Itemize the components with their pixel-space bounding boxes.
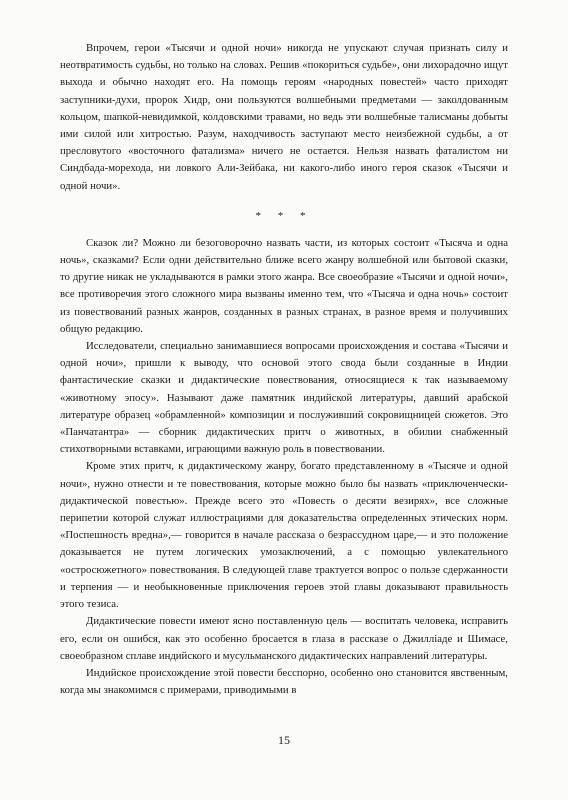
page-number: 15: [278, 733, 290, 747]
paragraph-didactic-tales: Кроме этих притч, к дидактическому жанру, богато представленному в «Тысяче и одной ночи», нужно отнести и те повествования, которые можно было бы назвать «приключенчески-дидактической повестью». Прежде всего это «Повесть о десяти везирях», все сложные перипетии которой служат иллюстрациями для доказательства определенных этических норм. «Поспешность вредна»,— говорится в начале рассказа о безрассудном царе,— и это положение доказывается не путем логических умозаключений, а с помощью увлекательного «остросюжетного» повествования. В следующей главе трактуется вопрос о пользе сдержанности и терпения — и необыкновенные приключения героев этой главы доказывают правильность этого тезиса.: [60, 460, 508, 611]
paragraph-fatalism: Впрочем, герои «Тысячи и одной ночи» никогда не упускают случая признать силу и неотвратимость судьбы, но только на словах. Решив «покориться судьбе», они лихорадочно ищут выхода и обычно находят его. На помощь героям «народных повестей» часто приходят заступники-духи, пророк Хидр, они пользуются волшебными предметами — заколдованным кольцом, шапкой-невидимкой, колдовскими травами, но ведь эти волшебные талисманы добыты ими силой или хитростью. Разум, находчивость заступают место неизбежной судьбы, а от пресловутого «восточного фатализма» ничего не остается. Нельзя назвать фаталистом ни Синдбада-морехода, ни ловкого Али-Зейбака, ни какого-либо иного героя сказок «Тысячи и одной ночи».: [60, 42, 508, 192]
paragraph-origins: Исследователи, специально занимавшиеся вопросами происхождения и состава «Тысячи и одной ночи», пришли к выводу, что основой этого свода были созданные в Индии фантастические сказки и дидактические повествования, относящиеся к так называемому «животному эпосу». Называют даже памятник индийской литературы, давший арабской литературе образец «обрамленной» композиции и послуживший сокровищницей сюжетов. Это «Панчатантра» — сборник дидактических притч о животных, в обилии снабженный стихотворными вставками, играющими важную роль в повествовании.: [60, 340, 508, 456]
section-separator: * * *: [255, 209, 313, 222]
paragraph-didactic-purpose: Дидактические повести имеют ясно поставленную цель — воспитать человека, исправить его, если он ошибся, как это особенно бросается в глаза в рассказе о Джилліаде и Шимасе, своеобразном сплаве индийского и мусульманского дидактических направлений литературы.: [60, 615, 508, 662]
paragraph-genres: Сказок ли? Можно ли безоговорочно назвать части, из которых состоит «Тысяча и одна ночь», сказками? Если одни действительно ближе всего жанру волшебной или бытовой сказки, то другие никак не укладываются в рамки этого жанра. Все своеобразие «Тысячи и одной ночи», все противоречия этого сложного мира вызваны именно тем, что «Тысяча и одна ночь» состоит из повествований разных жанров, созданных в разных странах, в разное время и получивших общую редакцию.: [60, 236, 508, 335]
paragraph-indian-origin: Индийское происхождение этой повести бесспорно, особенно оно становится явственным, когда мы знакомимся с примерами, приводимыми в: [60, 666, 508, 697]
page-body: [60, 40, 508, 699]
